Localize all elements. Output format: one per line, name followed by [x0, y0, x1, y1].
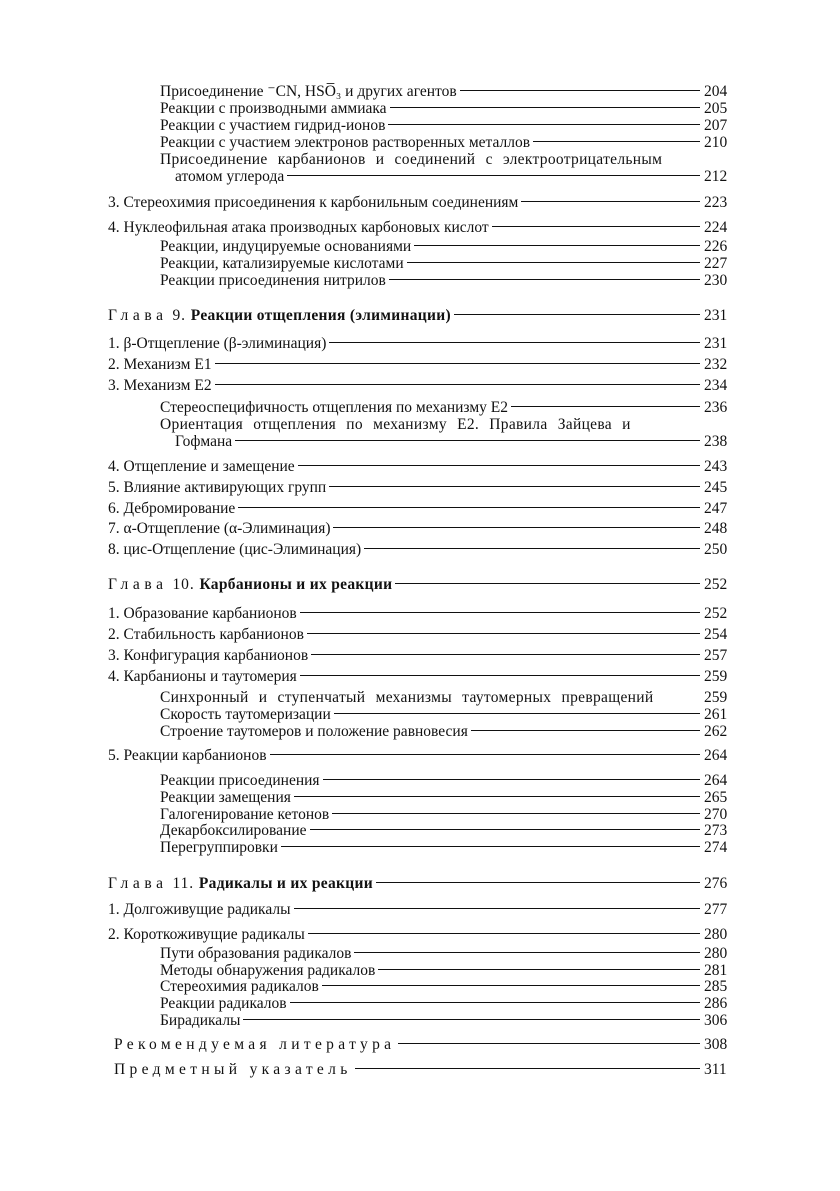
toc-entry-label: Галогенирование кетонов	[160, 806, 330, 823]
toc-entry-page: 273	[704, 822, 728, 839]
toc-entry-label: Методы обнаружения радикалов	[160, 962, 376, 979]
dot-leader	[322, 985, 700, 986]
toc-entry-label: Ориентация отщепления по механизму E2. Правила Зайцева и	[160, 416, 631, 433]
toc-entry-page: 306	[704, 1012, 728, 1029]
toc-entry-page: 264	[704, 772, 728, 789]
chapter-number: 10.	[172, 576, 195, 593]
dot-leader	[308, 933, 700, 934]
toc-entry-label: Пути образования радикалов	[160, 945, 352, 962]
dot-leader	[300, 612, 700, 613]
chapter-title: Радикалы и их реакции	[198, 875, 373, 892]
toc-entry	[108, 540, 738, 560]
dot-leader	[378, 969, 700, 970]
toc-entry-page: 223	[704, 194, 728, 211]
toc-entry-label: 5. Реакции карбанионов	[108, 747, 267, 764]
toc-entry-label: 1. Образование карбанионов	[108, 605, 297, 622]
toc-entry-page: 231	[704, 335, 728, 352]
dot-leader	[300, 675, 700, 676]
dot-leader	[333, 527, 700, 528]
toc-entry	[114, 1060, 738, 1080]
toc-entry-page: 232	[704, 356, 728, 373]
toc-entry	[108, 519, 738, 539]
dot-leader	[298, 465, 700, 466]
toc-entry-label: Перегруппировки	[160, 839, 278, 856]
toc-entry	[108, 218, 738, 238]
toc-entry-label: 1. β-Отщепление (β-элиминация)	[108, 335, 327, 352]
toc-entry	[114, 1035, 738, 1055]
toc-entry-page: 259	[704, 689, 728, 706]
dot-leader	[398, 1043, 700, 1044]
toc-entry-page: 230	[704, 272, 728, 289]
toc-entry-label: 2. Стабильность карбанионов	[108, 626, 304, 643]
dot-leader	[364, 548, 700, 549]
toc-entry-label: Синхронный и ступенчатый механизмы таутомерных превращений	[160, 689, 654, 706]
chapter-word: Глава	[108, 307, 168, 324]
chapter-number: 9.	[172, 307, 186, 324]
toc-entry-label: Присоединение карбанионов и соединений с электроотрицательным	[160, 151, 663, 168]
toc-entry-page: 277	[704, 901, 728, 918]
toc-entry-page: 212	[704, 168, 728, 185]
dot-leader	[235, 440, 700, 441]
dot-leader	[294, 908, 701, 909]
toc-entry	[160, 722, 738, 742]
dot-leader	[310, 829, 700, 830]
toc-entry-page: 252	[704, 605, 728, 622]
chapter-heading	[108, 575, 738, 595]
toc-entry-label: 4. Отщепление и замещение	[108, 458, 295, 475]
dot-leader	[332, 813, 700, 814]
toc-entry-page: 311	[704, 1061, 727, 1078]
dot-leader	[492, 226, 700, 227]
toc-entry-page: 243	[704, 458, 728, 475]
dot-leader	[511, 406, 700, 407]
dot-leader	[389, 279, 700, 280]
toc-entry-label: Реакции с участием гидрид-ионов	[160, 117, 386, 134]
dot-leader	[294, 796, 700, 797]
toc-entry-page: 236	[704, 399, 728, 416]
toc-entry-page: 250	[704, 541, 728, 558]
toc-entry-label: 4. Нуклеофильная атака производных карбоновых кислот	[108, 219, 489, 236]
toc-entry-page: 259	[704, 668, 728, 685]
toc-entry	[160, 1011, 738, 1031]
toc-entry-page: 245	[704, 479, 728, 496]
toc-entry-page: 276	[704, 875, 728, 892]
toc-entry-label: 2. Короткоживущие радикалы	[108, 926, 305, 943]
chapter-heading	[108, 306, 738, 326]
dot-leader	[238, 507, 700, 508]
dot-leader	[355, 1068, 700, 1069]
toc-entry-label: Реакции, катализируемые кислотами	[160, 255, 404, 272]
dot-leader	[471, 730, 700, 731]
dot-leader	[329, 486, 700, 487]
dot-leader	[376, 882, 700, 883]
dot-leader	[215, 363, 700, 364]
toc-entry-page: 252	[704, 576, 728, 593]
toc-entry	[108, 625, 738, 645]
dot-leader	[290, 1002, 700, 1003]
toc-entry-label: 8. цис-Отщепление (цис-Элиминация)	[108, 541, 362, 558]
dot-leader	[243, 1019, 700, 1020]
toc-entry-label: 3. Механизм E2	[108, 377, 212, 394]
dot-leader	[454, 314, 700, 315]
chapter-word: Глава	[108, 576, 168, 593]
toc-entry-page: 227	[704, 255, 728, 272]
toc-entry-page: 234	[704, 377, 728, 394]
dot-leader	[390, 107, 700, 108]
dot-leader	[388, 124, 700, 125]
toc-entry-page: 264	[704, 747, 728, 764]
toc-entry	[108, 355, 738, 375]
dot-leader	[460, 90, 700, 91]
toc-entry-label: Реакции, индуцируемые основаниями	[160, 238, 412, 255]
toc-entry-label: Реакции радикалов	[160, 995, 287, 1012]
dot-leader	[329, 342, 700, 343]
toc-entry-label: 5. Влияние активирующих групп	[108, 479, 327, 496]
dot-leader	[407, 262, 700, 263]
toc-entry-page: 248	[704, 520, 728, 537]
dot-leader	[270, 754, 700, 755]
toc-entry-label: 4. Карбанионы и таутомерия	[108, 668, 297, 685]
toc-entry-label: 2. Механизм E1	[108, 356, 212, 373]
toc-entry-page: 270	[704, 806, 728, 823]
toc-entry-page: 231	[704, 307, 728, 324]
toc-entry-page: 226	[704, 238, 728, 255]
toc-entry	[108, 604, 738, 624]
dot-leader	[354, 952, 700, 953]
toc-entry-page: 281	[704, 962, 728, 979]
toc-entry-label: Реакции с производными аммиака	[160, 100, 387, 117]
toc-entry-label: 1. Долгоживущие радикалы	[108, 901, 291, 918]
toc-entry-label: 7. α-Отщепление (α-Элиминация)	[108, 520, 331, 537]
toc-entry	[108, 376, 738, 396]
toc-entry-label: Рекомендуемая литература	[114, 1036, 396, 1053]
toc-entry	[160, 271, 738, 291]
toc-entry-label: Реакции присоединения	[160, 772, 320, 789]
chapter-heading	[108, 874, 738, 894]
toc-entry	[108, 746, 738, 766]
toc-entry-page: 262	[704, 723, 728, 740]
toc-entry-label: Стереохимия радикалов	[160, 978, 319, 995]
toc-entry-label: Реакции присоединения нитрилов	[160, 272, 386, 289]
toc-entry-page: 280	[704, 926, 728, 943]
toc-entry	[108, 925, 738, 945]
toc-entry-page: 238	[704, 433, 728, 450]
toc-entry-label: Предметный указатель	[114, 1061, 352, 1078]
dot-leader	[334, 713, 700, 714]
toc-entry-label: 3. Стереохимия присоединения к карбонильным соединениям	[108, 194, 519, 211]
toc-entry-label: Строение таутомеров и положение равновесия	[160, 723, 468, 740]
toc-entry-label: Декарбоксилирование	[160, 822, 307, 839]
toc-entry-page: 207	[704, 117, 728, 134]
toc-entry	[108, 457, 738, 477]
dot-leader	[414, 245, 700, 246]
toc-entry	[108, 193, 738, 213]
toc-entry-page: 210	[704, 134, 728, 151]
chapter-title: Карбанионы и их реакции	[199, 576, 393, 593]
toc-entry-label: Скорость таутомеризации	[160, 706, 331, 723]
toc-entry-label: Реакции замещения	[160, 789, 291, 806]
toc-entry-label: 6. Дебромирование	[108, 500, 236, 517]
toc-entry	[108, 667, 738, 687]
toc-entry	[108, 478, 738, 498]
toc-entry	[108, 646, 738, 666]
dot-leader	[307, 633, 700, 634]
toc-entry-label: Реакции с участием электронов растворенных металлов	[160, 134, 531, 151]
toc-entry-page: 204	[704, 83, 728, 100]
dot-leader	[533, 141, 700, 142]
toc-entry-label: Гофмана	[175, 433, 233, 450]
toc-entry-page: 285	[704, 978, 728, 995]
toc-entry-page: 205	[704, 100, 728, 117]
toc-entry-label: атомом углерода	[175, 168, 285, 185]
toc-entry-page: 280	[704, 945, 728, 962]
toc-entry	[108, 900, 738, 920]
toc-entry	[108, 334, 738, 354]
toc-entry-page: 265	[704, 789, 728, 806]
toc-entry-label: Присоединение ⁻CN, HSO̅₃ и других агентов	[160, 83, 457, 100]
toc-entry-label: Стереоспецифичность отщепления по механизму E2	[160, 399, 508, 416]
dot-leader	[281, 846, 700, 847]
toc-entry-page: 224	[704, 219, 728, 236]
dot-leader	[311, 654, 700, 655]
chapter-word: Глава	[108, 875, 168, 892]
toc-entry-page: 257	[704, 647, 728, 664]
dot-leader	[215, 384, 700, 385]
toc-entry-label: Бирадикалы	[160, 1012, 241, 1029]
toc-entry	[160, 838, 738, 858]
dot-leader	[287, 175, 700, 176]
toc-entry	[175, 432, 738, 452]
dot-leader	[521, 201, 700, 202]
chapter-title: Реакции отщепления (элиминации)	[190, 307, 451, 324]
toc-entry	[108, 499, 738, 519]
toc-entry-page: 261	[704, 706, 728, 723]
toc-entry-page: 274	[704, 839, 728, 856]
toc-entry	[175, 167, 738, 187]
toc-entry-page: 254	[704, 626, 728, 643]
toc-entry-page: 247	[704, 500, 728, 517]
dot-leader	[323, 779, 700, 780]
toc-entry-label: 3. Конфигурация карбанионов	[108, 647, 309, 664]
toc-entry-page: 286	[704, 995, 728, 1012]
chapter-number: 11.	[172, 875, 195, 892]
toc-entry-page: 308	[704, 1036, 728, 1053]
dot-leader	[395, 583, 700, 584]
